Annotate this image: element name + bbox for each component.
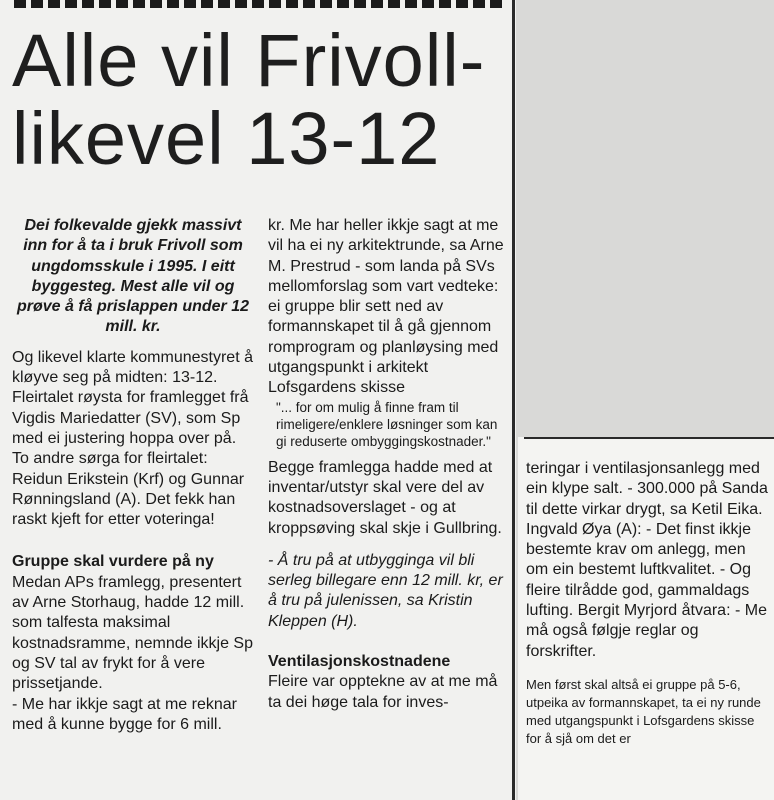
body-paragraph: - Me har ikkje sagt at me reknar med å kunne bygge for 6 mill.	[12, 695, 237, 733]
column-2	[268, 216, 506, 713]
column-1	[12, 216, 254, 735]
body-paragraph: teringar i ventilasjonsanlegg med ein klype salt. - 300.000 på Sanda til dette virkar drygt, sa Ketil Eika. Ingvald Øya (A): - Det finst ikkje bestemte krav om anlegg, men om ein bestemt luftkvalitet. - Og fleire tilrådde god, gammaldags lufting. Bergit Myrjord åtvara: - Me må også følgje reglar og forskrifter.	[526, 460, 768, 660]
clipping-rule	[524, 437, 774, 439]
headline	[12, 19, 512, 180]
headline-line-1: Alle vil Frivoll-	[12, 19, 486, 102]
column-3	[526, 459, 770, 748]
right-clipping	[518, 437, 774, 800]
body-paragraph: Og likevel klarte kommunestyret å kløyve seg på midten: 13-12. Fleirtalet røysta for framlegget frå Vigdis Mariedatter (SV), som Sp med ei justering hoppa over på. To andre sørga for fleirtalet: Reidun Erikstein (Krf) og Gunnar Rønningsland (A). Det fekk han raskt kjeft for etter voteringa!	[12, 348, 253, 529]
body-paragraph: Begge framlegga hadde med at inventar/utstyr skal vere del av kostnadsoverslaget - og at kroppsøving skal skje i Gullbring.	[268, 458, 502, 537]
top-border	[14, 0, 504, 8]
lead-paragraph: Dei folkevalde gjekk massivt inn for å ta i bruk Frivoll som ungdomsskule i 1995. I eitt byggesteg. Mest alle vil og prøve å få prislappen under 12 mill. kr.	[16, 217, 250, 336]
body-paragraph: Men først skal altså ei gruppe på 5-6, utpeika av formannskapet, ta ei ny runde med utgangspunkt i Lofsgardens skisse for å sjå om det er	[526, 676, 761, 746]
quote-paragraph: "... for om mulig å finne fram til rimeligere/enklere løsninger som kan gi reduserte ombyggingskostnader."	[276, 399, 498, 449]
column-rule	[512, 0, 515, 800]
subheading: Gruppe skal vurdere på ny	[12, 553, 214, 571]
headline-line-2: likevel 13-12	[12, 97, 441, 180]
body-paragraph: Fleire var opptekne av at me må ta dei høge tala for inves-	[268, 673, 498, 711]
subheading: Ventilasjonskostnadene	[268, 653, 451, 671]
quote-paragraph: - Å tru på at utbygginga vil bli serleg billegare enn 12 mill. kr, er å tru på julenissen, sa Kristin Kleppen (H).	[268, 551, 503, 630]
body-paragraph: kr. Me har heller ikkje sagt at me vil ha ei ny arkitektrunde, sa Arne M. Prestrud - som landa på SVs mellomforslag som vart vedteke: ei gruppe blir sett ned av formannskapet til å gå gjennom romprogram og planløysing med utgangspunkt i arkitekt Lofsgardens skisse	[268, 217, 504, 397]
body-paragraph: Medan APs framlegg, presentert av Arne Storhaug, hadde 12 mill. som talfesta maksimal kostnadsramme, nemnde ikkje Sp og SV tal av frykt for å vere prissetjande.	[12, 573, 253, 693]
